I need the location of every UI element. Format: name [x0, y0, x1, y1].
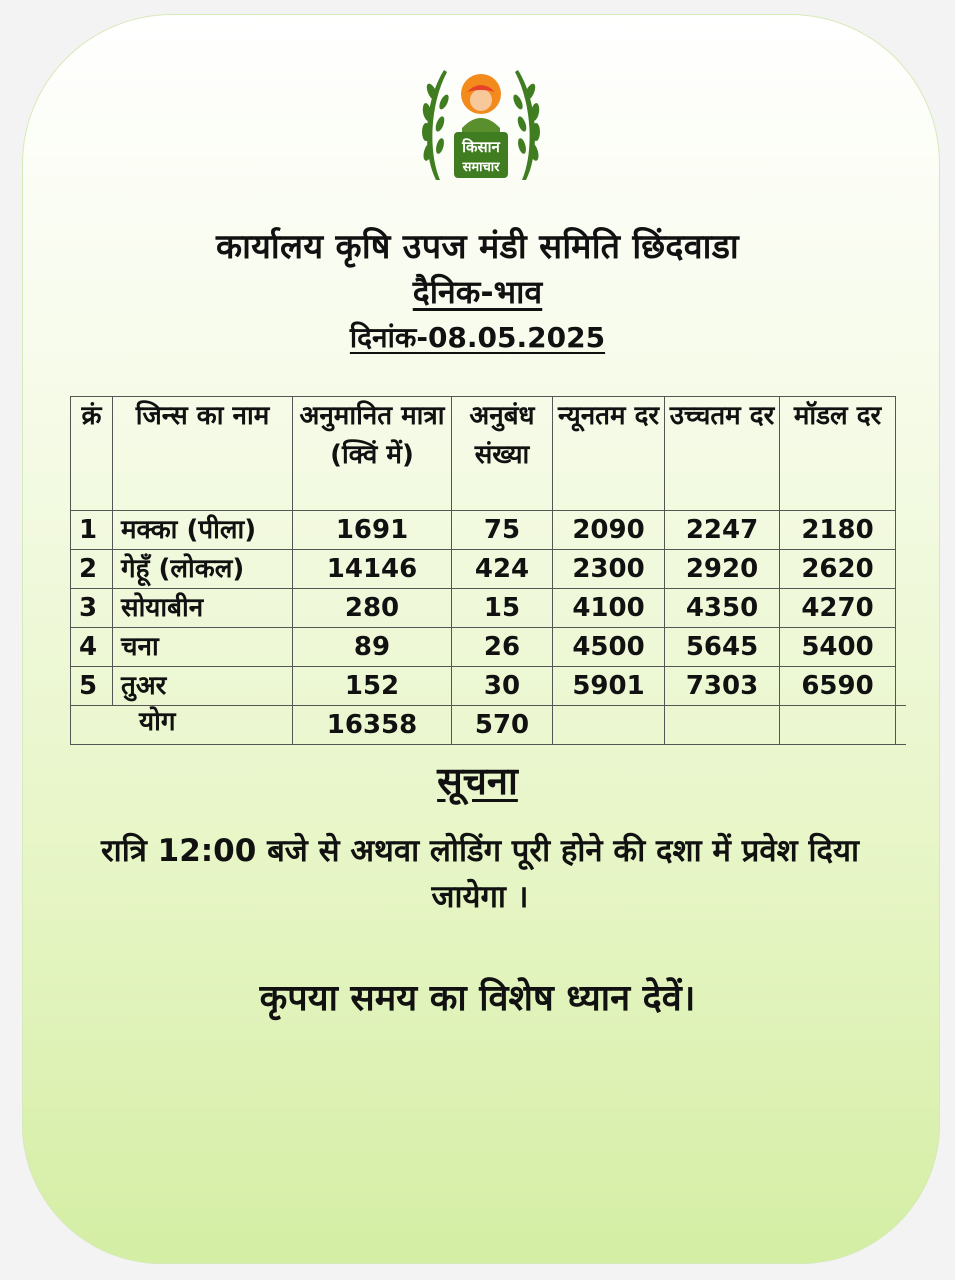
office-title: कार्यालय कृषि उपज मंडी समिति छिंदवाडा: [215, 227, 740, 267]
cell-quantity: 152: [293, 667, 452, 706]
col-header-contracts: अनुबंध संख्या: [452, 397, 553, 511]
cell-contracts: 30: [452, 667, 553, 706]
cell-commodity: चना: [113, 628, 293, 667]
cell-modal-rate: 4270: [780, 589, 896, 628]
table-total-row: [71, 706, 906, 745]
cell-empty: [665, 706, 780, 745]
cell-modal-rate: 5400: [780, 628, 896, 667]
cell-max-rate: 7303: [665, 667, 780, 706]
cell-commodity: सोयाबीन: [113, 589, 293, 628]
cell-contracts: 424: [452, 550, 553, 589]
col-header-quantity: अनुमानित मात्रा (क्विं में): [293, 397, 452, 511]
cell-min-rate: 2090: [553, 511, 665, 550]
table-row: [71, 511, 906, 550]
table-edge: [896, 550, 906, 589]
cell-serial: 3: [71, 589, 113, 628]
col-header-max-rate: उच्चतम दर: [665, 397, 780, 511]
cell-commodity: मक्का (पीला): [113, 511, 293, 550]
cell-min-rate: 5901: [553, 667, 665, 706]
col-header-serial: क्रं: [71, 397, 113, 511]
table-edge: [896, 511, 906, 550]
cell-serial: 2: [71, 550, 113, 589]
col-header-commodity: जिन्स का नाम: [113, 397, 293, 511]
table-edge: [896, 628, 906, 667]
cell-contracts: 75: [452, 511, 553, 550]
table-edge: [896, 397, 906, 511]
cell-quantity: 1691: [293, 511, 452, 550]
cell-empty: [780, 706, 896, 745]
cell-total-label: योग: [71, 706, 293, 745]
cell-total-quantity: 16358: [293, 706, 452, 745]
cell-modal-rate: 6590: [780, 667, 896, 706]
notice-heading-text: सूचना: [437, 759, 518, 803]
table-row: [71, 589, 906, 628]
cell-serial: 5: [71, 667, 113, 706]
date-text: दिनांक-08.05.2025: [349, 321, 606, 354]
table-row: [71, 550, 906, 589]
cell-modal-rate: 2180: [780, 511, 896, 550]
cell-quantity: 280: [293, 589, 452, 628]
table-header-row: [71, 397, 906, 511]
kisan-samachar-logo: [418, 62, 544, 190]
table-row: [71, 628, 906, 667]
cell-contracts: 15: [452, 589, 553, 628]
cell-commodity: तुअर: [113, 667, 293, 706]
cell-max-rate: 2247: [665, 511, 780, 550]
cell-max-rate: 2920: [665, 550, 780, 589]
notice-text: रात्रि 12:00 बजे से अथवा लोडिंग पूरी होने की दशा में प्रवेश दिया जायेगा ।: [101, 833, 859, 915]
logo-text-line2: समाचार: [462, 160, 500, 175]
cell-commodity: गेहूँ (लोकल): [113, 550, 293, 589]
col-header-modal-rate: मॉडल दर: [780, 397, 896, 511]
cell-total-contracts: 570: [452, 706, 553, 745]
cell-quantity: 14146: [293, 550, 452, 589]
table-row: [71, 667, 906, 706]
table-edge: [896, 706, 906, 745]
notice-request: कृपया समय का विशेष ध्यान देवें।: [259, 978, 696, 1019]
cell-max-rate: 4350: [665, 589, 780, 628]
cell-max-rate: 5645: [665, 628, 780, 667]
col-header-min-rate: न्यूनतम दर: [553, 397, 665, 511]
logo-text-line1: किसान: [462, 138, 500, 156]
cell-min-rate: 2300: [553, 550, 665, 589]
cell-serial: 4: [71, 628, 113, 667]
cell-quantity: 89: [293, 628, 452, 667]
daily-rates-table: [70, 396, 906, 745]
subtitle-text: दैनिक-भाव: [412, 273, 543, 311]
cell-contracts: 26: [452, 628, 553, 667]
page-subtitle: [0, 270, 955, 313]
cell-min-rate: 4100: [553, 589, 665, 628]
table-edge: [896, 667, 906, 706]
cell-modal-rate: 2620: [780, 550, 896, 589]
report-date: [0, 318, 955, 356]
notice-heading: [0, 754, 955, 806]
table-edge: [896, 589, 906, 628]
cell-empty: [553, 706, 665, 745]
cell-serial: 1: [71, 511, 113, 550]
cell-min-rate: 4500: [553, 628, 665, 667]
